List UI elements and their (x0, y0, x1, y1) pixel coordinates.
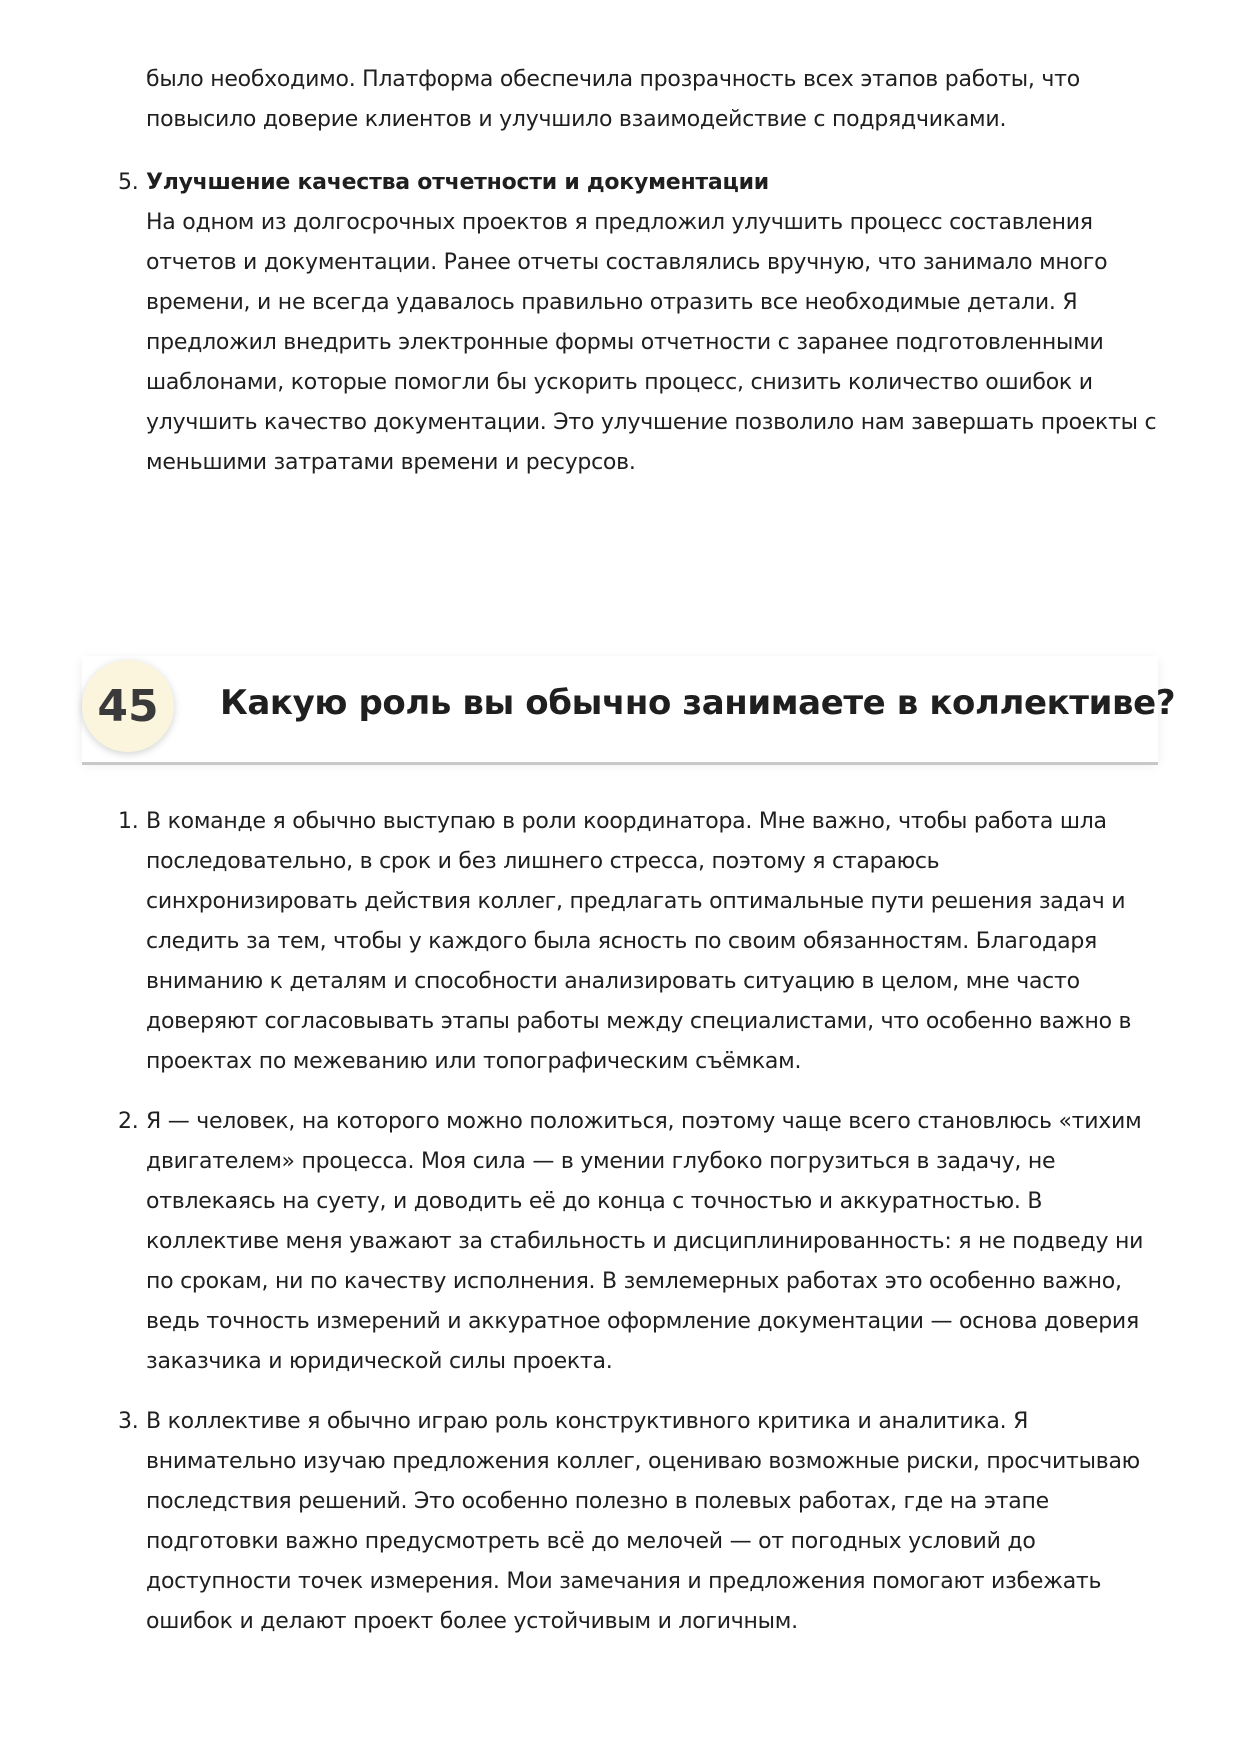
text-line: двигателем» процесса. Моя сила — в умении глубоко погрузиться в задачу, не (146, 1149, 1056, 1174)
text-line: отвлекаясь на суету, и доводить её до конца с точностью и аккуратностью. В (146, 1189, 1043, 1214)
list-item-1 (146, 802, 1166, 1082)
section-title: Какую роль вы обычно занимаете в коллективе? (220, 683, 1176, 723)
text-line: меньшими затратами времени и ресурсов. (146, 450, 636, 475)
text-line: проектах по межеванию или топографическим съёмкам. (146, 1049, 802, 1074)
section-header (82, 656, 1176, 766)
text-line: доступности точек измерения. Мои замечания и предложения помогают избежать (146, 1569, 1102, 1594)
list-number: 2. (118, 1109, 139, 1134)
text-line: повысило доверие клиентов и улучшило взаимодействие с подрядчиками. (146, 107, 1007, 132)
text-line: коллективе меня уважают за стабильность и дисциплинированность: я не подведу ни (146, 1229, 1144, 1254)
list-number: 1. (118, 809, 139, 834)
text-line: На одном из долгосрочных проектов я предложил улучшить процесс составления (146, 210, 1093, 235)
text-line: синхронизировать действия коллег, предлагать оптимальные пути решения задач и (146, 889, 1126, 914)
text-line: вниманию к деталям и способности анализировать ситуацию в целом, мне часто (146, 969, 1080, 994)
text-line: шаблонами, которые помогли бы ускорить процесс, снизить количество ошибок и (146, 370, 1093, 395)
list-item-3 (146, 1402, 1166, 1642)
text-line: следить за тем, чтобы у каждого была ясность по своим обязанностям. Благодаря (146, 929, 1098, 954)
text-line: по срокам, ни по качеству исполнения. В землемерных работах это особенно важно, (146, 1269, 1122, 1294)
list-number: 3. (118, 1409, 139, 1434)
list-number: 5. (118, 170, 139, 195)
question-number-badge: 45 (82, 660, 174, 752)
text-line: времени, и не всегда удавалось правильно отразить все необходимые детали. Я (146, 290, 1078, 315)
list-item-5 (146, 163, 1166, 483)
item-4-tail (146, 60, 1166, 140)
list-item-title: Улучшение качества отчетности и документации (146, 170, 769, 195)
text-line: последствия решений. Это особенно полезно в полевых работах, где на этапе (146, 1489, 1049, 1514)
text-line: было необходимо. Платформа обеспечила прозрачность всех этапов работы, что (146, 67, 1080, 92)
text-line: последовательно, в срок и без лишнего стресса, поэтому я стараюсь (146, 849, 940, 874)
text-line: В команде я обычно выступаю в роли координатора. Мне важно, чтобы работа шла (146, 809, 1107, 834)
text-line: доверяют согласовывать этапы работы между специалистами, что особенно важно в (146, 1009, 1132, 1034)
text-line: внимательно изучаю предложения коллег, оцениваю возможные риски, просчитываю (146, 1449, 1140, 1474)
text-line: предложил внедрить электронные формы отчетности с заранее подготовленными (146, 330, 1104, 355)
text-line: заказчика и юридической силы проекта. (146, 1349, 613, 1374)
text-line: подготовки важно предусмотреть всё до мелочей — от погодных условий до (146, 1529, 1036, 1554)
list-item-2 (146, 1102, 1166, 1382)
text-line: улучшить качество документации. Это улучшение позволило нам завершать проекты с (146, 410, 1157, 435)
text-line: В коллективе я обычно играю роль конструктивного критика и аналитика. Я (146, 1409, 1029, 1434)
text-line: Я — человек, на которого можно положиться, поэтому чаще всего становлюсь «тихим (146, 1109, 1142, 1134)
text-line: отчетов и документации. Ранее отчеты составлялись вручную, что занимало много (146, 250, 1108, 275)
header-divider (82, 762, 1158, 765)
text-line: ведь точность измерений и аккуратное оформление документации — основа доверия (146, 1309, 1139, 1334)
text-line: ошибок и делают проект более устойчивым и логичным. (146, 1609, 798, 1634)
